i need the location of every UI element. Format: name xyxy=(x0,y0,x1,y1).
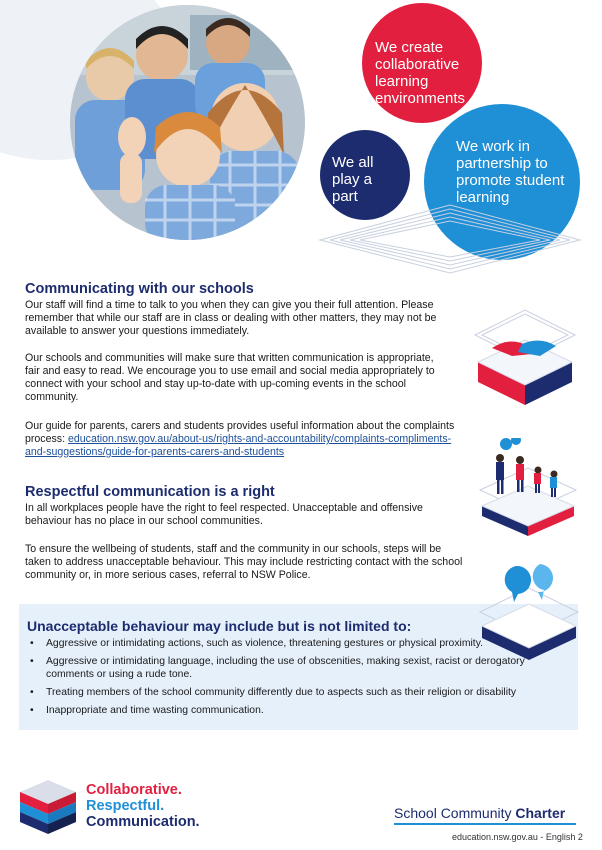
page-info: education.nsw.gov.au - English 2 xyxy=(452,832,583,842)
logo-line-communication: Communication. xyxy=(86,814,200,830)
logo-line-collaborative: Collaborative. xyxy=(86,782,182,798)
para-communicating-1: Our staff will find a time to talk to you when they can give you their full attention. Please remember that while our staff are in class or dealing with other matters, they may not be available to answer your questions immediately. xyxy=(25,299,437,337)
charter-title-bold: Charter xyxy=(515,805,566,821)
circle-collaborative-text: We create collaborative learning environments xyxy=(375,39,466,107)
charter-underline xyxy=(394,823,576,825)
heading-respectful: Respectful communication is a right xyxy=(25,484,275,500)
list-item: • Treating members of the school community differently due to aspects such as their religion or disability xyxy=(27,686,575,699)
decorative-diamond-lines xyxy=(300,195,600,275)
hero-photo xyxy=(70,5,305,240)
speech-bubbles-cube-icon xyxy=(478,560,580,662)
heading-unacceptable: Unacceptable behaviour may include but is not limited to: xyxy=(27,618,412,634)
circle-partnership-text: We work in partnership to promote student learning xyxy=(456,138,565,206)
para-respectful-2: To ensure the wellbeing of students, staff and the community in our schools, steps will be taken to address unacceptable behaviour. This may include restricting contact with the school community or, in more serious cases, referral to NSW Police. xyxy=(25,543,463,581)
charter-logo-cube-icon xyxy=(18,778,78,836)
children-photo-illustration xyxy=(70,5,305,240)
para-communicating-2: Our schools and communities will make sure that written communication is appropriate, fair and easy to read. We encourage you to use email and social media appropriately to connect with your school and stay up-to-date with up-coming events in the school community. xyxy=(25,352,435,403)
para-respectful-1: In all workplaces people have the right to feel respected. Unacceptable and offensive behaviour has no place in our school communities. xyxy=(25,502,423,527)
para-communicating-3-text: Our guide for parents, carers and students provides useful information about the complaints process: xyxy=(25,420,455,445)
heading-communicating: Communicating with our schools xyxy=(25,281,254,297)
handshake-cube-icon xyxy=(470,300,580,410)
logo-line-respectful: Respectful. xyxy=(86,798,165,814)
list-item: • Inappropriate and time wasting communication. xyxy=(27,704,575,717)
complaints-guide-link[interactable]: education.nsw.gov.au/about-us/rights-and-accountability/complaints-compliments-and-suggestions/guide-for-parents-carers-and-students xyxy=(25,433,452,458)
list-item: • Aggressive or intimidating actions, such as violence, threatening gestures or physical proximity. xyxy=(27,637,575,650)
charter-title xyxy=(394,805,565,821)
charter-title-prefix: School Community xyxy=(394,805,516,821)
people-cube-icon xyxy=(478,438,578,538)
list-item: • Aggressive or intimidating language, including the use of obscenities, making sexist, racist or derogatory comments or using a rude tone. xyxy=(27,655,575,681)
circle-collaborative xyxy=(362,3,482,123)
circle-all-play-a-part-text: We all play a part xyxy=(332,154,374,205)
para-communicating-3 xyxy=(25,420,455,459)
